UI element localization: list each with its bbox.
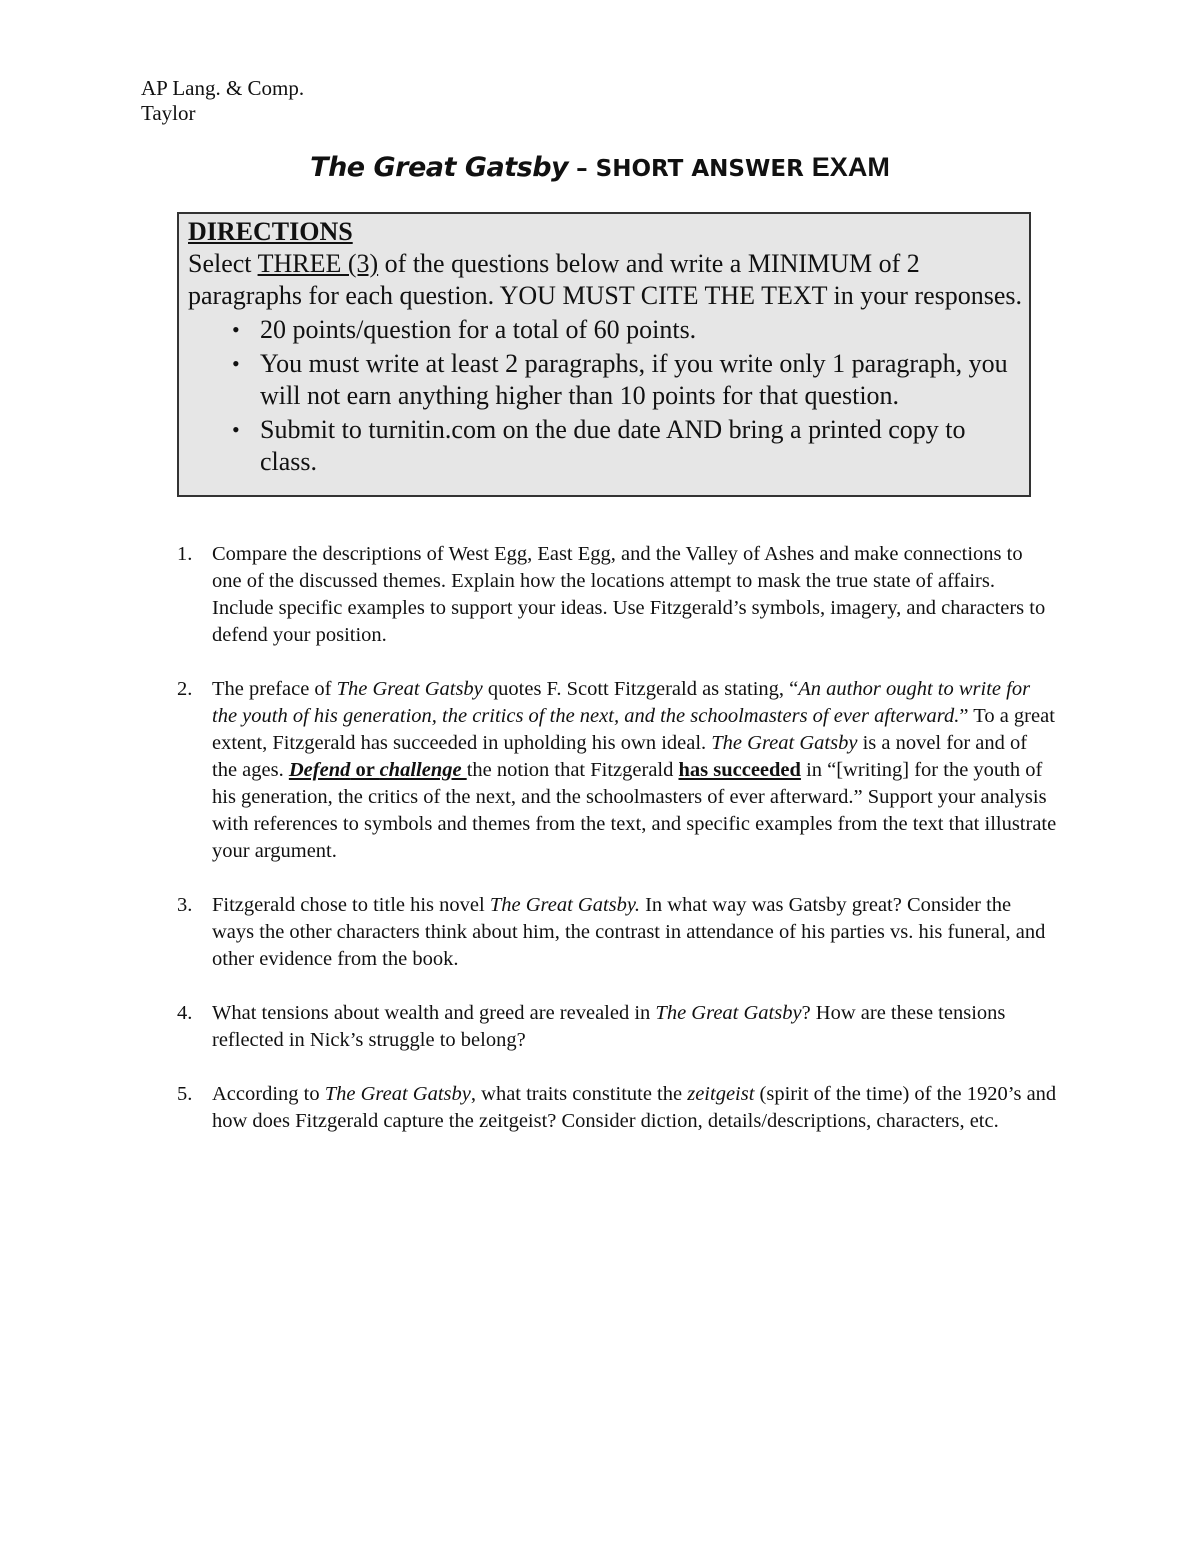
book-title-italic: The Great Gatsby <box>655 1002 802 1024</box>
challenge-emphasis: challenge <box>379 759 467 781</box>
question-text-part: is a novel for and of the ages. <box>212 732 1028 781</box>
or-emphasis: or <box>350 759 380 781</box>
question-text-part: (spirit of the time) of the 1920’s and how does Fitzgerald capture the zeitgeist? Consider diction, details/descriptions, characters, etc. <box>212 1083 1057 1132</box>
book-title-italic: The Great Gatsby <box>324 1083 471 1105</box>
question-3 <box>177 892 1057 973</box>
page-title <box>0 152 1200 183</box>
defend-emphasis: Defend <box>288 759 351 781</box>
directions-bullet-item <box>188 314 1024 346</box>
question-text-part: What tensions about wealth and greed are revealed in <box>212 1002 656 1024</box>
question-number: 3. <box>177 894 193 916</box>
bullet-icon: • <box>232 417 240 442</box>
fitzgerald-quote: An author ought to write for the youth of his generation, the critics of the next, and the schoolmasters of ever afterward. <box>212 678 1031 727</box>
question-1 <box>177 541 1057 649</box>
question-2 <box>177 676 1057 865</box>
directions-bullet-item <box>188 348 1024 412</box>
directions-heading: DIRECTIONS <box>188 217 353 246</box>
bullet-icon: • <box>232 351 240 376</box>
question-5 <box>177 1081 1057 1135</box>
question-text-part: ” To a great extent, Fitzgerald has succeeded in upholding his own ideal. <box>212 705 1055 754</box>
directions-bullet-text: Submit to turnitin.com on the due date AND bring a printed copy to class. <box>260 415 966 476</box>
question-text <box>212 678 1056 862</box>
question-text-part: Fitzgerald chose to title his novel <box>212 894 490 916</box>
question-text-part: In what way was Gatsby great? Consider the ways the other characters think about him, the contrast in attendance of his parties vs. his funeral, and other evidence from the book. <box>212 894 1046 970</box>
question-text-part: in “[writing] for the youth of his generation, the critics of the next, and the schoolmasters of ever afterward.” Support your analysis with references to symbols and themes from the text, and specific examples from the text that illustrate your argument. <box>212 759 1057 862</box>
question-text-part: The preface of <box>212 678 337 700</box>
zeitgeist-term: zeitgeist <box>687 1083 755 1105</box>
directions-intro-pre: Select <box>188 249 258 278</box>
directions-box <box>177 212 1031 497</box>
directions-intro-post: of the questions below and write a MINIMUM of 2 paragraphs for each question. YOU MUST CITE THE TEXT in your responses. <box>188 249 1023 310</box>
title-book-name: The Great Gatsby <box>310 152 569 183</box>
question-text-part: , what traits constitute the <box>470 1083 688 1105</box>
question-text <box>212 894 1045 970</box>
book-title-italic: The Great Gatsby <box>336 678 483 700</box>
question-text-part: According to <box>212 1083 325 1105</box>
has-succeeded-emphasis: has succeeded <box>678 759 801 781</box>
question-text <box>212 1002 1005 1051</box>
question-list <box>177 541 1057 1162</box>
bullet-icon: • <box>232 317 240 342</box>
question-text-part: quotes F. Scott Fitzgerald as stating, “ <box>482 678 799 700</box>
directions-bullet-item <box>188 414 1024 478</box>
question-text: Compare the descriptions of West Egg, East Egg, and the Valley of Ashes and make connections to one of the discussed themes. Explain how the locations attempt to mask the true state of affairs. Include specific examples to support your ideas. Use Fitzgerald’s symbols, imagery, and characters to defend your position. <box>212 543 1046 646</box>
title-short-answer: SHORT ANSWER <box>595 156 812 182</box>
question-number: 1. <box>177 543 193 565</box>
book-title-italic: The Great Gatsby <box>711 732 858 754</box>
book-title-italic: The Great Gatsby. <box>489 894 640 916</box>
directions-bullet-list <box>188 314 1024 478</box>
directions-intro-count: THREE (3) <box>257 249 379 278</box>
question-4 <box>177 1000 1057 1054</box>
teacher-name: Taylor <box>141 101 196 125</box>
title-exam: EXAM <box>811 152 890 182</box>
question-number: 5. <box>177 1083 193 1105</box>
title-dash: – <box>568 156 596 182</box>
question-text-part: ? How are these tensions reflected in Nick’s struggle to belong? <box>212 1002 1006 1051</box>
question-number: 4. <box>177 1002 193 1024</box>
directions-bullet-text: You must write at least 2 paragraphs, if you write only 1 paragraph, you will not earn anything higher than 10 points for that question. <box>260 349 1008 410</box>
question-text <box>212 1083 1056 1132</box>
question-text-part: the notion that Fitzgerald <box>466 759 679 781</box>
directions-intro <box>188 248 1024 312</box>
course-name: AP Lang. & Comp. <box>141 76 305 100</box>
directions-bullet-text: 20 points/question for a total of 60 points. <box>260 315 697 344</box>
question-number: 2. <box>177 678 193 700</box>
